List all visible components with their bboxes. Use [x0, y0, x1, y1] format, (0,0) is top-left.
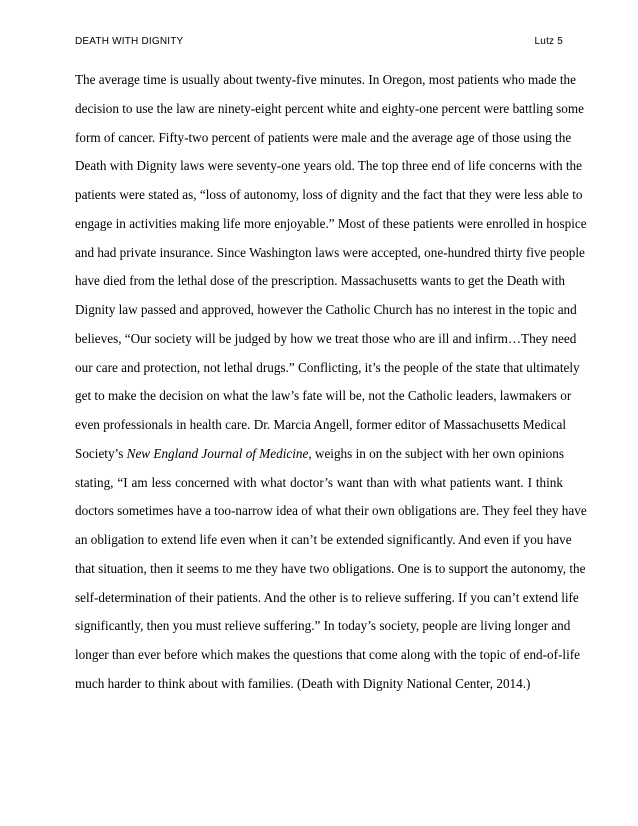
- text-line: believes, “Our society will be judged by how we treat those who are ill and infirm…They need: [75, 330, 577, 346]
- text-line: self-determination of their patients. And the other is to relieve suffering. If you can’t extend life: [75, 589, 579, 605]
- page-number-label: Lutz 5: [534, 36, 563, 47]
- text-line: our care and protection, not lethal drugs.” Conflicting, it’s the people of the state that ultimately: [75, 359, 580, 375]
- text-line: an obligation to extend life even when it can’t be extended significantly. And even if you have: [75, 532, 572, 547]
- text-line: that situation, then it seems to me they have two obligations. One is to support the autonomy, the: [75, 560, 586, 576]
- text-line: form of cancer. Fifty-two percent of patients were male and the average age of those using the: [75, 129, 572, 145]
- text-line: get to make the decision on what the law’s fate will be, not the Catholic leaders, lawmakers or: [75, 388, 572, 404]
- text-line: doctors sometimes have a too-narrow idea of what their own obligations are. They feel they have: [75, 503, 587, 519]
- page-header: [75, 36, 563, 52]
- text-line: stating, “I am less concerned with what doctor’s want than with what patients want. I think: [75, 474, 563, 490]
- text-line-with-italic: [75, 440, 563, 469]
- body-paragraph: [75, 66, 587, 699]
- text-line: The average time is usually about twenty-five minutes. In Oregon, most patients who made the: [75, 72, 576, 87]
- text-line: longer than ever before which makes the questions that come along with the topic of end-of-life: [75, 647, 580, 662]
- running-head: DEATH WITH DIGNITY: [75, 36, 184, 47]
- text-line-last: much harder to think about with families. (Death with Dignity National Center, 2014.): [75, 675, 531, 691]
- text-line: even professionals in health care. Dr. Marcia Angell, former editor of Massachusetts Medical: [75, 417, 567, 432]
- text-line: have died from the lethal dose of the prescription. Massachusetts wants to get the Death with: [75, 273, 566, 289]
- text-line: patients were stated as, “loss of autonomy, loss of dignity and the fact that they were less able to: [75, 187, 583, 202]
- text-line: engage in activities making life more enjoyable.” Most of these patients were enrolled in hospice: [75, 215, 587, 231]
- text-line: Death with Dignity laws were seventy-one years old. The top three end of life concerns with the: [75, 158, 582, 174]
- journal-title: New England Journal of Medicine: [126, 445, 309, 461]
- text-line: decision to use the law are ninety-eight percent white and eighty-one percent were battling some: [75, 100, 585, 116]
- text-line: significantly, then you must relieve suffering.” In today’s society, people are living longer and: [75, 618, 571, 634]
- text-segment: Society’s: [75, 445, 127, 461]
- text-line: and had private insurance. Since Washington laws were accepted, one-hundred thirty five people: [75, 244, 585, 260]
- text-segment: , weighs in on the subject with her own opinions: [308, 445, 564, 461]
- text-line: Dignity law passed and approved, however the Catholic Church has no interest in the topic and: [75, 302, 577, 317]
